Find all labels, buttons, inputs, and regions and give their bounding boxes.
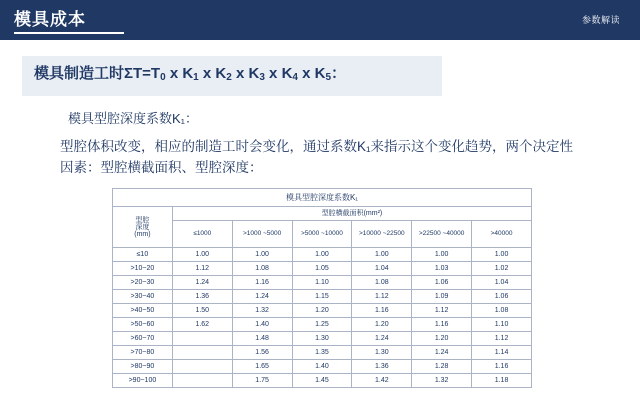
cell: 1.32 <box>412 374 472 388</box>
cell: 1.32 <box>232 304 292 318</box>
table-column-header-row <box>113 221 532 248</box>
row-label: >70~80 <box>113 346 173 360</box>
cell: 1.06 <box>472 290 532 304</box>
cell: 1.14 <box>472 346 532 360</box>
cell: 1.03 <box>412 262 472 276</box>
cell: 1.00 <box>352 248 412 262</box>
table-row <box>113 276 532 290</box>
formula-part-3: 1 <box>193 72 199 83</box>
formula-part-8: x K <box>264 65 293 82</box>
formula-part-1: 0 <box>160 72 166 83</box>
cell: 1.40 <box>232 318 292 332</box>
col-header-1: >1000 ~5000 <box>232 221 292 248</box>
table-body <box>113 189 532 388</box>
cell: 1.05 <box>292 262 352 276</box>
cell: 1.56 <box>232 346 292 360</box>
cell: 1.08 <box>352 276 412 290</box>
row-label: >80~90 <box>113 360 173 374</box>
cell: 1.12 <box>412 304 472 318</box>
corner-line3: (mm) <box>134 230 151 238</box>
table-group-header-row <box>113 207 532 221</box>
row-label: >50~60 <box>113 318 173 332</box>
formula-part-12: ： <box>331 65 347 82</box>
group-header-area: 型腔横截面积(mm²) <box>172 207 531 221</box>
col-header-0: ≤1000 <box>172 221 232 248</box>
formula-part-5: 2 <box>226 72 232 83</box>
cell: 1.06 <box>412 276 472 290</box>
slide-header <box>0 0 640 40</box>
formula-text <box>34 65 432 87</box>
cell: 1.30 <box>352 346 412 360</box>
cell: 1.45 <box>292 374 352 388</box>
col-header-5: >40000 <box>472 221 532 248</box>
cell: 1.24 <box>352 332 412 346</box>
row-label: >10~20 <box>113 262 173 276</box>
cell: 1.04 <box>472 276 532 290</box>
cell: 1.09 <box>412 290 472 304</box>
formula-part-10: x K <box>297 65 326 82</box>
cell: 1.24 <box>412 346 472 360</box>
cell: 1.12 <box>352 290 412 304</box>
row-label: ≤10 <box>113 248 173 262</box>
cell: 1.50 <box>172 304 232 318</box>
formula-part-7: 3 <box>259 72 265 83</box>
cell: 1.16 <box>352 304 412 318</box>
header-subtitle: 参数解读 <box>581 15 620 25</box>
table-corner-label <box>113 207 173 248</box>
page-title: 模具成本 <box>14 10 86 29</box>
row-label: >20~30 <box>113 276 173 290</box>
k1-coefficient-table <box>112 188 532 388</box>
row-label: >60~70 <box>113 332 173 346</box>
cell: 1.48 <box>232 332 292 346</box>
table-title: 模具型腔深度系数K₁ <box>113 189 532 207</box>
body-paragraph: 型腔体积改变，相应的制造工时会变化，通过系数K₁来指示这个变化趋势，两个决定性因素：型腔横截面积、型腔深度： <box>60 139 574 175</box>
table-row <box>113 304 532 318</box>
cell: 1.12 <box>172 262 232 276</box>
cell: 1.15 <box>292 290 352 304</box>
cell: 1.16 <box>472 360 532 374</box>
cell: 1.00 <box>412 248 472 262</box>
cell: 1.02 <box>472 262 532 276</box>
cell: 1.04 <box>352 262 412 276</box>
row-label: >30~40 <box>113 290 173 304</box>
cell: 1.24 <box>172 276 232 290</box>
cell: 1.25 <box>292 318 352 332</box>
cell: 1.12 <box>472 332 532 346</box>
formula-banner <box>22 56 442 96</box>
cell: 1.16 <box>412 318 472 332</box>
cell: 1.36 <box>352 360 412 374</box>
formula-part-2: x K <box>165 65 194 82</box>
table-row <box>113 332 532 346</box>
cell: 1.75 <box>232 374 292 388</box>
cell: 1.40 <box>292 360 352 374</box>
table-title-row <box>113 189 532 207</box>
formula-part-11: 5 <box>325 72 332 83</box>
cell: 1.20 <box>292 304 352 318</box>
cell: 1.65 <box>232 360 292 374</box>
cell: 1.00 <box>292 248 352 262</box>
formula-part-6: x K <box>231 65 260 82</box>
cell: 1.36 <box>172 290 232 304</box>
row-label: >90~100 <box>113 374 173 388</box>
cell: 1.20 <box>412 332 472 346</box>
cell: 1.00 <box>472 248 532 262</box>
cell: 1.10 <box>472 318 532 332</box>
formula-part-4: x K <box>198 65 227 82</box>
title-underline <box>14 32 124 34</box>
col-header-3: >10000 ~22500 <box>352 221 412 248</box>
cell: 1.62 <box>172 318 232 332</box>
table-row <box>113 360 532 374</box>
cell: 1.18 <box>472 374 532 388</box>
cell: 1.20 <box>352 318 412 332</box>
cell: 1.00 <box>232 248 292 262</box>
cell: 1.35 <box>292 346 352 360</box>
col-header-4: >22500 ~40000 <box>412 221 472 248</box>
row-label: >40~50 <box>113 304 173 318</box>
table-row <box>113 318 532 332</box>
formula-part-9: 4 <box>292 72 298 83</box>
cell: 1.24 <box>232 290 292 304</box>
table-row <box>113 346 532 360</box>
cell: 1.00 <box>172 248 232 262</box>
cell <box>172 360 232 374</box>
cell: 1.42 <box>352 374 412 388</box>
corner-line2: 深度 <box>135 223 150 231</box>
col-header-2: >5000 ~10000 <box>292 221 352 248</box>
cell: 1.28 <box>412 360 472 374</box>
cell <box>172 374 232 388</box>
cell: 1.16 <box>232 276 292 290</box>
table-row <box>113 248 532 262</box>
cell <box>172 346 232 360</box>
table-row <box>113 374 532 388</box>
section-subheading: 模具型腔深度系数K₁： <box>68 111 199 126</box>
cell <box>172 332 232 346</box>
cell: 1.10 <box>292 276 352 290</box>
cell: 1.08 <box>472 304 532 318</box>
corner-line1: 型腔 <box>135 216 150 224</box>
formula-part-0: 模具制造工时ΣT=T <box>34 65 161 82</box>
cell: 1.08 <box>232 262 292 276</box>
table-row <box>113 290 532 304</box>
table-row <box>113 262 532 276</box>
cell: 1.30 <box>292 332 352 346</box>
k1-table-container <box>112 188 532 388</box>
